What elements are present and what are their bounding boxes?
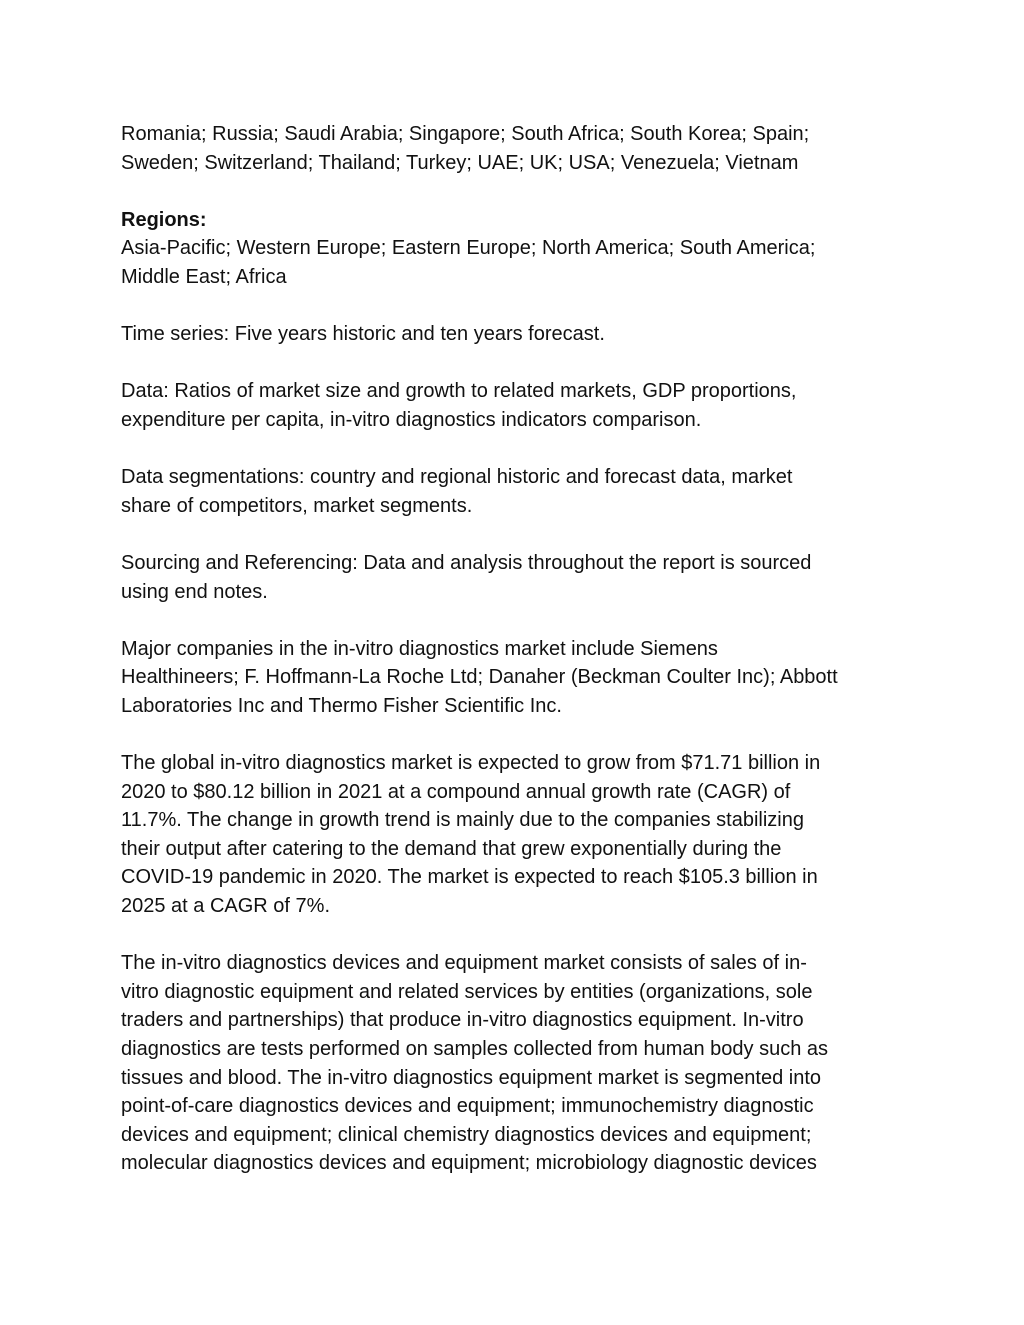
text-line: Healthineers; F. Hoffmann-La Roche Ltd; Danaher (Beckman Coulter Inc); Abbott bbox=[121, 666, 838, 689]
sourcing-paragraph bbox=[121, 549, 901, 606]
regions-section bbox=[121, 206, 901, 292]
time-series-paragraph bbox=[121, 320, 901, 349]
text-line: Data: Ratios of market size and growth to related markets, GDP proportions, bbox=[121, 380, 797, 403]
data-paragraph bbox=[121, 377, 901, 434]
text-line: The global in-vitro diagnostics market is expected to grow from $71.71 billion in bbox=[121, 752, 821, 775]
text-line: traders and partnerships) that produce in-vitro diagnostics equipment. In-vitro bbox=[121, 1009, 804, 1032]
text-line: vitro diagnostic equipment and related services by entities (organizations, sole bbox=[121, 980, 813, 1003]
devices-market-paragraph bbox=[121, 949, 901, 1178]
text-line: 2020 to $80.12 billion in 2021 at a compound annual growth rate (CAGR) of bbox=[121, 780, 791, 803]
text-line: diagnostics are tests performed on samples collected from human body such as bbox=[121, 1038, 829, 1060]
text-line: Data segmentations: country and regional historic and forecast data, market bbox=[121, 466, 793, 489]
text-line: 11.7%. The change in growth trend is mainly due to the companies stabilizing bbox=[121, 809, 804, 832]
data-segmentations-paragraph bbox=[121, 463, 901, 520]
text-line: Romania; Russia; Saudi Arabia; Singapore; South Africa; South Korea; Spain; bbox=[121, 123, 810, 145]
text-line: using end notes. bbox=[121, 580, 268, 603]
text-line: Laboratories Inc and Thermo Fisher Scientific Inc. bbox=[121, 694, 562, 717]
text-line: 2025 at a CAGR of 7%. bbox=[121, 895, 331, 918]
text-line: their output after catering to the demand that grew exponentially during the bbox=[121, 837, 782, 860]
text-line: share of competitors, market segments. bbox=[121, 494, 473, 517]
text-line: Sweden; Switzerland; Thailand; Turkey; UAE; UK; USA; Venezuela; Vietnam bbox=[121, 151, 799, 174]
text-line: Asia-Pacific; Western Europe; Eastern Europe; North America; South America; bbox=[121, 237, 816, 260]
text-line: Sourcing and Referencing: Data and analysis throughout the report is sourced bbox=[121, 551, 812, 574]
text-line: Middle East; Africa bbox=[121, 265, 287, 288]
text-line: Major companies in the in-vitro diagnostics market include Siemens bbox=[121, 637, 718, 660]
text-line: point-of-care diagnostics devices and equipment; immunochemistry diagnostic bbox=[121, 1095, 814, 1118]
text-line: devices and equipment; clinical chemistry diagnostics devices and equipment; bbox=[121, 1123, 812, 1146]
global-market-paragraph bbox=[121, 749, 901, 921]
major-companies-paragraph bbox=[121, 635, 901, 721]
text-line: tissues and blood. The in-vitro diagnostics equipment market is segmented into bbox=[121, 1066, 822, 1089]
text-line: The in-vitro diagnostics devices and equipment market consists of sales of in- bbox=[121, 952, 807, 975]
text-line: expenditure per capita, in-vitro diagnostics indicators comparison. bbox=[121, 408, 702, 431]
text-line: COVID-19 pandemic in 2020. The market is expected to reach $105.3 billion in bbox=[121, 866, 818, 889]
text-line: molecular diagnostics devices and equipment; microbiology diagnostic devices bbox=[121, 1152, 817, 1175]
regions-heading: Regions: bbox=[121, 208, 207, 231]
text-line: Time series: Five years historic and ten years forecast. bbox=[121, 323, 605, 346]
document-page bbox=[121, 120, 901, 1207]
countries-paragraph bbox=[121, 120, 901, 177]
